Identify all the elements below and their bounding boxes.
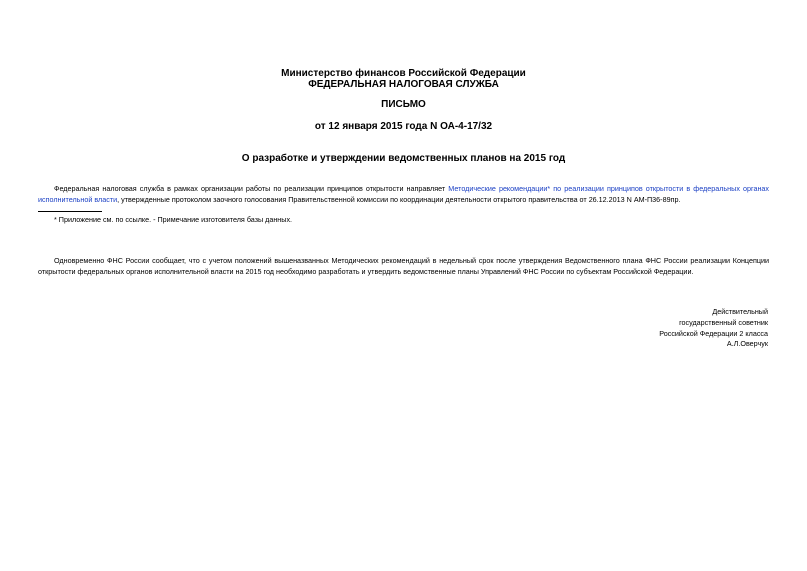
footnote-text: * Приложение см. по ссылке. - Примечание изготовителя базы данных.	[54, 215, 293, 224]
footnote-divider	[38, 211, 102, 212]
document-type: ПИСЬМО	[381, 99, 426, 110]
signature-name: А.Л.Оверчук	[726, 339, 768, 349]
paragraph-1-text-after: , утвержденные протоколом заочного голосования Правительственной комиссии по координации деятельности открытого правительства от 26.12.2013 N АМ-П36-89пр.	[117, 194, 681, 204]
signature-line-2: государственный советник	[679, 317, 768, 327]
service-name: ФЕДЕРАЛЬНАЯ НАЛОГОВАЯ СЛУЖБА	[308, 79, 499, 90]
paragraph-1	[38, 184, 769, 205]
ministry-name: Министерство финансов Российской Федерации	[281, 68, 526, 79]
methodical-recommendations-link[interactable]: Методические рекомендации* по реализации принципов открытости в федеральных органах исполнительной власти	[38, 184, 770, 204]
signature-line-1: Действительный	[712, 307, 768, 316]
document-date-number: от 12 января 2015 года N ОА-4-17/32	[314, 121, 493, 132]
signature-line-3: Российской Федерации 2 класса	[659, 328, 768, 338]
paragraph-2: Одновременно ФНС России сообщает, что с учетом положений вышеназванных Методических рекомендаций в недельный срок после утверждения Ведомственного плана ФНС России реализации Концепции открытости федеральных органов исполнительной власти на 2015 год необходимо разработать и утвердить ведомственные планы Управлений ФНС России по субъектам Российской Федерации.	[38, 256, 769, 276]
paragraph-1-text-before: Федеральная налоговая служба в рамках организации работы по реализации принципов открытости направляет	[54, 184, 449, 193]
document-title: О разработке и утверждении ведомственных планов на 2015 год	[241, 153, 566, 164]
signature-block	[659, 307, 768, 350]
